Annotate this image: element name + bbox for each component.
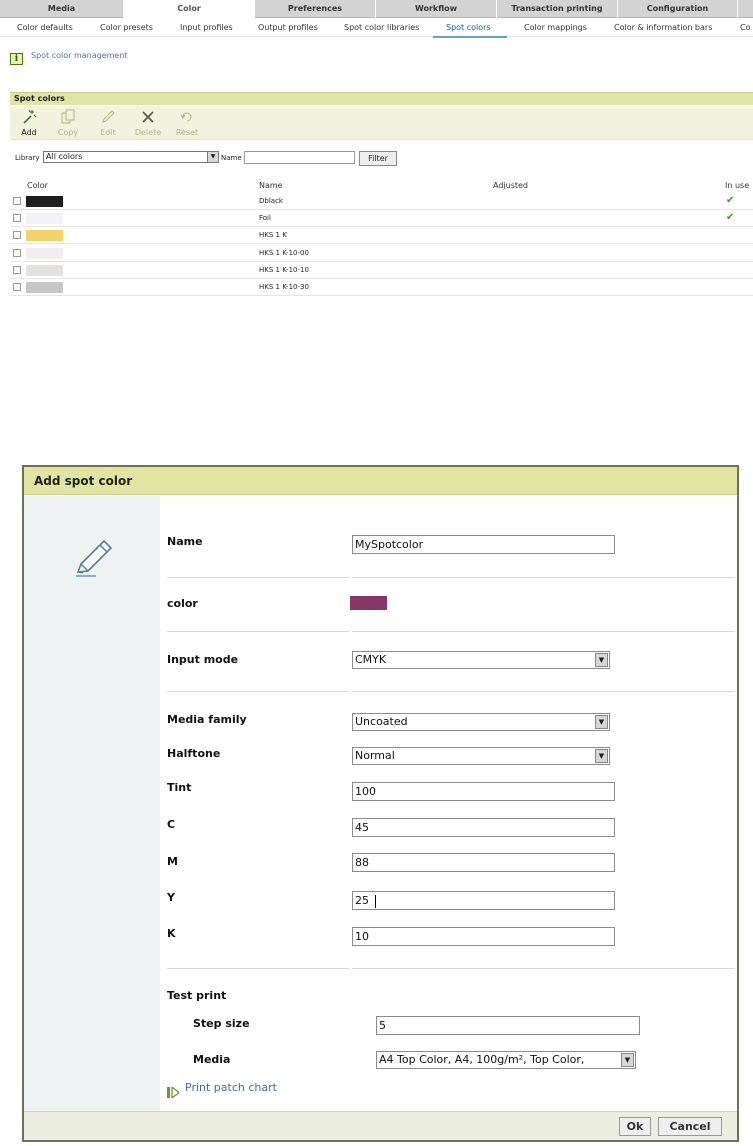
color-swatch — [26, 248, 63, 259]
copy-label: Copy — [57, 128, 79, 137]
color-swatch — [26, 282, 63, 293]
delete-button[interactable] — [133, 109, 163, 137]
library-label: Library — [15, 154, 40, 162]
cancel-button[interactable]: Cancel — [658, 1117, 722, 1136]
spot-colors-toolbar — [10, 106, 753, 140]
edit-label: Edit — [100, 128, 116, 137]
tab-transaction-printing[interactable]: Transaction printing — [497, 0, 618, 18]
library-select[interactable] — [43, 151, 219, 163]
row-checkbox[interactable] — [13, 249, 21, 257]
table-row[interactable] — [10, 210, 753, 227]
add-icon — [14, 109, 44, 128]
media-family-label: Media family — [167, 713, 247, 726]
tab-preferences[interactable]: Preferences — [255, 0, 376, 18]
row-checkbox[interactable] — [13, 283, 21, 291]
delete-icon — [133, 109, 163, 128]
row-checkbox[interactable] — [13, 231, 21, 239]
subtab-spot-color-libraries[interactable]: Spot color libraries — [344, 23, 420, 32]
column-header-color[interactable]: Color — [27, 181, 48, 190]
m-label: M — [167, 855, 178, 868]
input-mode-label: Input mode — [167, 653, 239, 666]
chevron-down-icon[interactable]: ▼ — [207, 152, 218, 162]
add-spot-color-dialog — [22, 465, 739, 1142]
edit-icon — [93, 109, 123, 128]
tab-color[interactable]: Color — [124, 0, 255, 19]
chevron-down-icon[interactable]: ▼ — [595, 715, 608, 729]
ok-button[interactable]: Ok — [619, 1117, 651, 1136]
name-label: Name — [167, 535, 203, 548]
media-label: Media — [193, 1053, 231, 1066]
active-subtab-indicator — [433, 36, 507, 38]
divider — [167, 968, 735, 969]
spot-color-name: HKS 1 K-10-00 — [259, 248, 309, 257]
dialog-footer — [24, 1111, 737, 1140]
row-checkbox[interactable] — [13, 214, 21, 222]
name-filter-input[interactable] — [244, 151, 355, 164]
table-row[interactable] — [10, 227, 753, 244]
name-filter-label: Name — [221, 154, 242, 162]
spot-colors-panel-title: Spot colors — [10, 92, 753, 105]
subtab-input-profiles[interactable]: Input profiles — [180, 23, 233, 32]
in-use-check-icon: ✔ — [726, 195, 735, 206]
y-input-value: 25 — [355, 894, 369, 907]
row-checkbox[interactable] — [13, 266, 21, 274]
reset-button[interactable] — [172, 109, 202, 137]
step-size-input[interactable]: 5 — [376, 1016, 640, 1035]
add-label: Add — [21, 128, 37, 137]
table-row[interactable] — [10, 245, 753, 262]
halftone-value: Normal — [355, 749, 395, 762]
tab-media[interactable]: Media — [0, 0, 124, 18]
table-row[interactable] — [10, 279, 753, 296]
color-swatch — [26, 230, 63, 241]
color-swatch — [26, 196, 63, 207]
media-select[interactable] — [376, 1051, 636, 1069]
input-mode-value: CMYK — [355, 653, 387, 666]
column-header-name[interactable]: Name — [259, 181, 283, 190]
tint-label: Tint — [167, 781, 192, 794]
halftone-select[interactable] — [352, 747, 610, 765]
chevron-down-icon[interactable]: ▼ — [595, 653, 608, 667]
in-use-check-icon: ✔ — [726, 212, 735, 224]
step-size-label: Step size — [193, 1017, 250, 1030]
table-row[interactable] — [10, 193, 753, 210]
spot-color-name: HKS 1 K-10-30 — [259, 283, 309, 291]
print-patch-chart-icon — [167, 1083, 179, 1094]
tint-input[interactable]: 100 — [352, 782, 615, 801]
k-input[interactable]: 10 — [352, 927, 615, 946]
spot-color-name: Foil — [259, 214, 271, 223]
print-patch-chart-link[interactable]: Print patch chart — [185, 1081, 277, 1094]
media-value: A4 Top Color, A4, 100g/m², Top Color, — [379, 1053, 585, 1066]
filter-button[interactable]: Filter — [359, 151, 397, 166]
reset-icon — [172, 109, 202, 128]
media-family-value: Uncoated — [355, 715, 408, 728]
info-icon: i — [10, 53, 23, 65]
chevron-down-icon[interactable]: ▼ — [595, 749, 608, 763]
color-label: color — [167, 597, 198, 610]
halftone-label: Halftone — [167, 747, 221, 760]
y-input[interactable] — [352, 891, 615, 910]
divider — [167, 577, 735, 578]
row-checkbox[interactable] — [13, 197, 21, 205]
spot-color-name: Dblack — [259, 197, 283, 205]
chevron-down-icon[interactable]: ▼ — [621, 1053, 634, 1067]
divider — [167, 631, 735, 632]
column-header-in-use[interactable]: In use — [725, 181, 750, 190]
dialog-title: Add spot color — [24, 467, 737, 495]
library-select-value: All colors — [46, 152, 83, 161]
divider — [167, 691, 735, 692]
subtab-more[interactable]: Co — [740, 23, 751, 32]
color-swatch[interactable] — [350, 596, 387, 610]
name-input[interactable]: MySpotcolor — [352, 535, 615, 554]
edit-button[interactable] — [93, 109, 123, 137]
subtab-color-presets[interactable]: Color presets — [100, 23, 153, 32]
k-label: K — [167, 927, 176, 940]
spot-color-name: HKS 1 K-10-10 — [259, 265, 309, 274]
input-mode-select[interactable] — [352, 651, 610, 669]
copy-icon — [53, 109, 83, 128]
c-input[interactable]: 45 — [352, 818, 615, 837]
column-header-adjusted[interactable]: Adjusted — [493, 181, 529, 190]
pencil-icon — [72, 536, 116, 584]
copy-button[interactable] — [53, 109, 83, 137]
sub-tab-bar — [0, 19, 753, 37]
tab-workflow[interactable]: Workflow — [376, 0, 497, 18]
text-cursor — [375, 895, 376, 908]
test-print-label: Test print — [167, 989, 227, 1002]
main-tab-bar — [0, 0, 753, 18]
delete-label: Delete — [134, 128, 162, 137]
subtab-output-profiles[interactable]: Output profiles — [258, 23, 318, 32]
spot-color-management-link[interactable]: Spot color management — [31, 51, 128, 60]
color-swatch — [26, 213, 63, 224]
media-family-select[interactable] — [352, 713, 610, 731]
y-label: Y — [167, 891, 175, 904]
table-row[interactable] — [10, 262, 753, 279]
add-button[interactable] — [14, 109, 44, 137]
subtab-spot-colors[interactable]: Spot colors — [446, 23, 491, 32]
color-swatch — [26, 265, 63, 276]
dialog-sidebar — [24, 496, 160, 1111]
subtab-color-information-bars[interactable]: Color & information bars — [614, 23, 713, 32]
subtab-color-mappings[interactable]: Color mappings — [524, 23, 587, 32]
tab-configuration[interactable]: Configuration — [618, 0, 738, 18]
subtab-color-defaults[interactable]: Color defaults — [17, 23, 73, 32]
m-input[interactable]: 88 — [352, 853, 615, 872]
reset-label: Reset — [175, 128, 199, 137]
spot-color-name: HKS 1 K — [259, 231, 287, 240]
c-label: C — [167, 818, 176, 831]
